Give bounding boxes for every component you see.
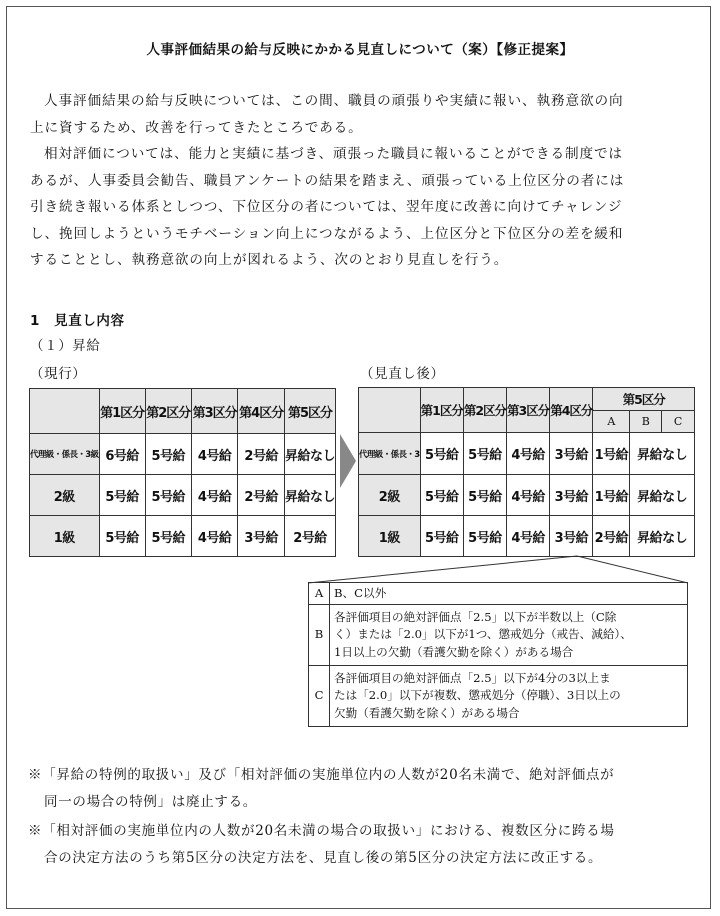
criteria-line: B、C以外 (334, 585, 387, 600)
table-cell: 5号給 (420, 433, 463, 475)
column-header: 第4区分 (550, 388, 593, 433)
criteria-text (330, 605, 688, 666)
table-cell: 5号給 (463, 516, 506, 557)
criteria-text (330, 666, 688, 727)
grade-cell: 1級 (359, 516, 421, 557)
intro-line: あるが、人事委員会勧告、職員アンケートの結果を踏まえ、頑張っている上位区分の者には (30, 172, 625, 189)
current-label: （現行） (30, 366, 87, 382)
footnote-line: 同一の場合の特例」は廃止する。 (44, 794, 257, 810)
table-cell: 4号給 (507, 516, 550, 557)
corner-cell (359, 388, 421, 433)
table-cell: 2号給 (238, 434, 285, 475)
table-cell: 昇給なし (284, 434, 335, 475)
table-cell: 昇給なし (284, 475, 335, 516)
footnote-2 (28, 818, 708, 872)
table-cell-bc: 昇給なし (630, 475, 695, 516)
column-header: 第3区分 (507, 388, 550, 433)
table-cell: 4号給 (191, 475, 238, 516)
table-cell: 4号給 (507, 475, 550, 516)
document-title: 人事評価結果の給与反映にかかる見直しについて（案）【修正提案】 (146, 42, 574, 58)
table-cell: 3号給 (550, 433, 593, 475)
table-cell: 6号給 (99, 434, 145, 475)
table-cell: 4号給 (191, 434, 238, 475)
subsection-heading: （１）昇給 (30, 338, 101, 354)
intro-line: 相対評価については、能力と実績に基づき、頑張った職員に報いることができる制度では (44, 146, 623, 162)
table-cell: 5号給 (99, 516, 145, 557)
table-cell: 5号給 (145, 516, 191, 557)
grade-cell: 代理級・係長・3級 (30, 434, 100, 475)
column-header: 第4区分 (238, 389, 285, 434)
criteria-table (308, 582, 688, 727)
intro-line: 引き続き報いる体系としつつ、下位区分の者については、翌年度に改善に向けてチャレンジ (30, 199, 623, 215)
section-heading: 1 見直し内容 (30, 313, 125, 329)
table-cell-bc: 昇給なし (630, 516, 695, 557)
table-cell-bc: 昇給なし (630, 433, 695, 475)
criteria-line: 欠勤（看護欠勤を除く）がある場合 (334, 705, 520, 720)
criteria-line: く）または「2.0」以下が1つ、懲戒処分（戒告、減給）、 (334, 627, 632, 642)
footnote-line: 合の決定方法のうち第5区分の決定方法を、見直し後の第5区分の決定方法に改正する。 (44, 850, 603, 866)
table-cell: 4号給 (191, 516, 238, 557)
revised-label: （見直し後） (360, 366, 445, 382)
footnote-line: ※「相対評価の実施単位内の人数が20名未満の場合の取扱い」における、複数区分に跨る場 (28, 823, 615, 839)
table-cell: 5号給 (145, 434, 191, 475)
table-cell: 2号給 (284, 516, 335, 557)
right-arrow-icon (339, 434, 357, 488)
criteria-key: B (309, 605, 330, 666)
fifth-group-header: 第5区分 (593, 388, 695, 411)
criteria-key: A (309, 583, 330, 605)
table-cell: 4号給 (507, 433, 550, 475)
table-cell-a: 2号給 (593, 516, 630, 557)
callout-lines (300, 555, 700, 585)
table-cell: 5号給 (420, 475, 463, 516)
criteria-key: C (309, 666, 330, 727)
grade-cell: 1級 (30, 516, 100, 557)
intro-line: することとし、執務意欲の向上が図れるよう、次のとおり見直しを行う。 (30, 252, 509, 268)
table-cell: 3号給 (550, 516, 593, 557)
grade-cell: 2級 (359, 475, 421, 516)
table-cell: 3号給 (550, 475, 593, 516)
footnote-line: ※「昇給の特例的取扱い」及び「相対評価の実施単位内の人数が20名未満で、絶対評価点が (28, 767, 615, 783)
criteria-line: 1日以上の欠勤（看護欠勤を除く）がある場合 (334, 644, 574, 659)
column-header: 第2区分 (463, 388, 506, 433)
grade-cell: 代理級・係長・3 (359, 433, 421, 475)
revised-table (358, 387, 695, 557)
table-cell-a: 1号給 (593, 475, 630, 516)
criteria-text (330, 583, 688, 605)
intro-line: 人事評価結果の給与反映については、この間、職員の頑張りや実績に報い、執務意欲の向 (44, 93, 624, 109)
sub-header-b: B (630, 411, 662, 433)
corner-cell (30, 389, 100, 434)
grade-cell: 2級 (30, 475, 100, 516)
table-cell: 2号給 (238, 475, 285, 516)
criteria-line: 各評価項目の絶対評価点「2.5」以下が半数以上（C除 (334, 609, 617, 624)
intro-paragraph-1 (30, 88, 700, 274)
table-cell: 5号給 (463, 433, 506, 475)
table-cell: 5号給 (463, 475, 506, 516)
table-cell: 3号給 (238, 516, 285, 557)
column-header: 第1区分 (99, 389, 145, 434)
criteria-line: 各評価項目の絶対評価点「2.5」以下が4分の3以上ま (334, 670, 611, 685)
table-cell-a: 1号給 (593, 433, 630, 475)
intro-line: し、挽回しようというモチベーション向上につながるよう、上位区分と下位区分の差を緩和 (30, 225, 624, 242)
sub-header-a: A (593, 411, 630, 433)
criteria-line: たは「2.0」以下が複数、懲戒処分（停職）、3日以上の (334, 688, 621, 703)
current-table (29, 388, 336, 557)
column-header: 第5区分 (284, 389, 335, 434)
sub-header-c: C (662, 411, 695, 433)
footnote-1 (28, 762, 708, 816)
intro-line: 上に資するため、改善を行ってきたところである。 (30, 119, 363, 136)
table-cell: 5号給 (99, 475, 145, 516)
table-cell: 5号給 (420, 516, 463, 557)
column-header: 第3区分 (191, 389, 238, 434)
table-cell: 5号給 (145, 475, 191, 516)
column-header: 第1区分 (420, 388, 463, 433)
column-header: 第2区分 (145, 389, 191, 434)
